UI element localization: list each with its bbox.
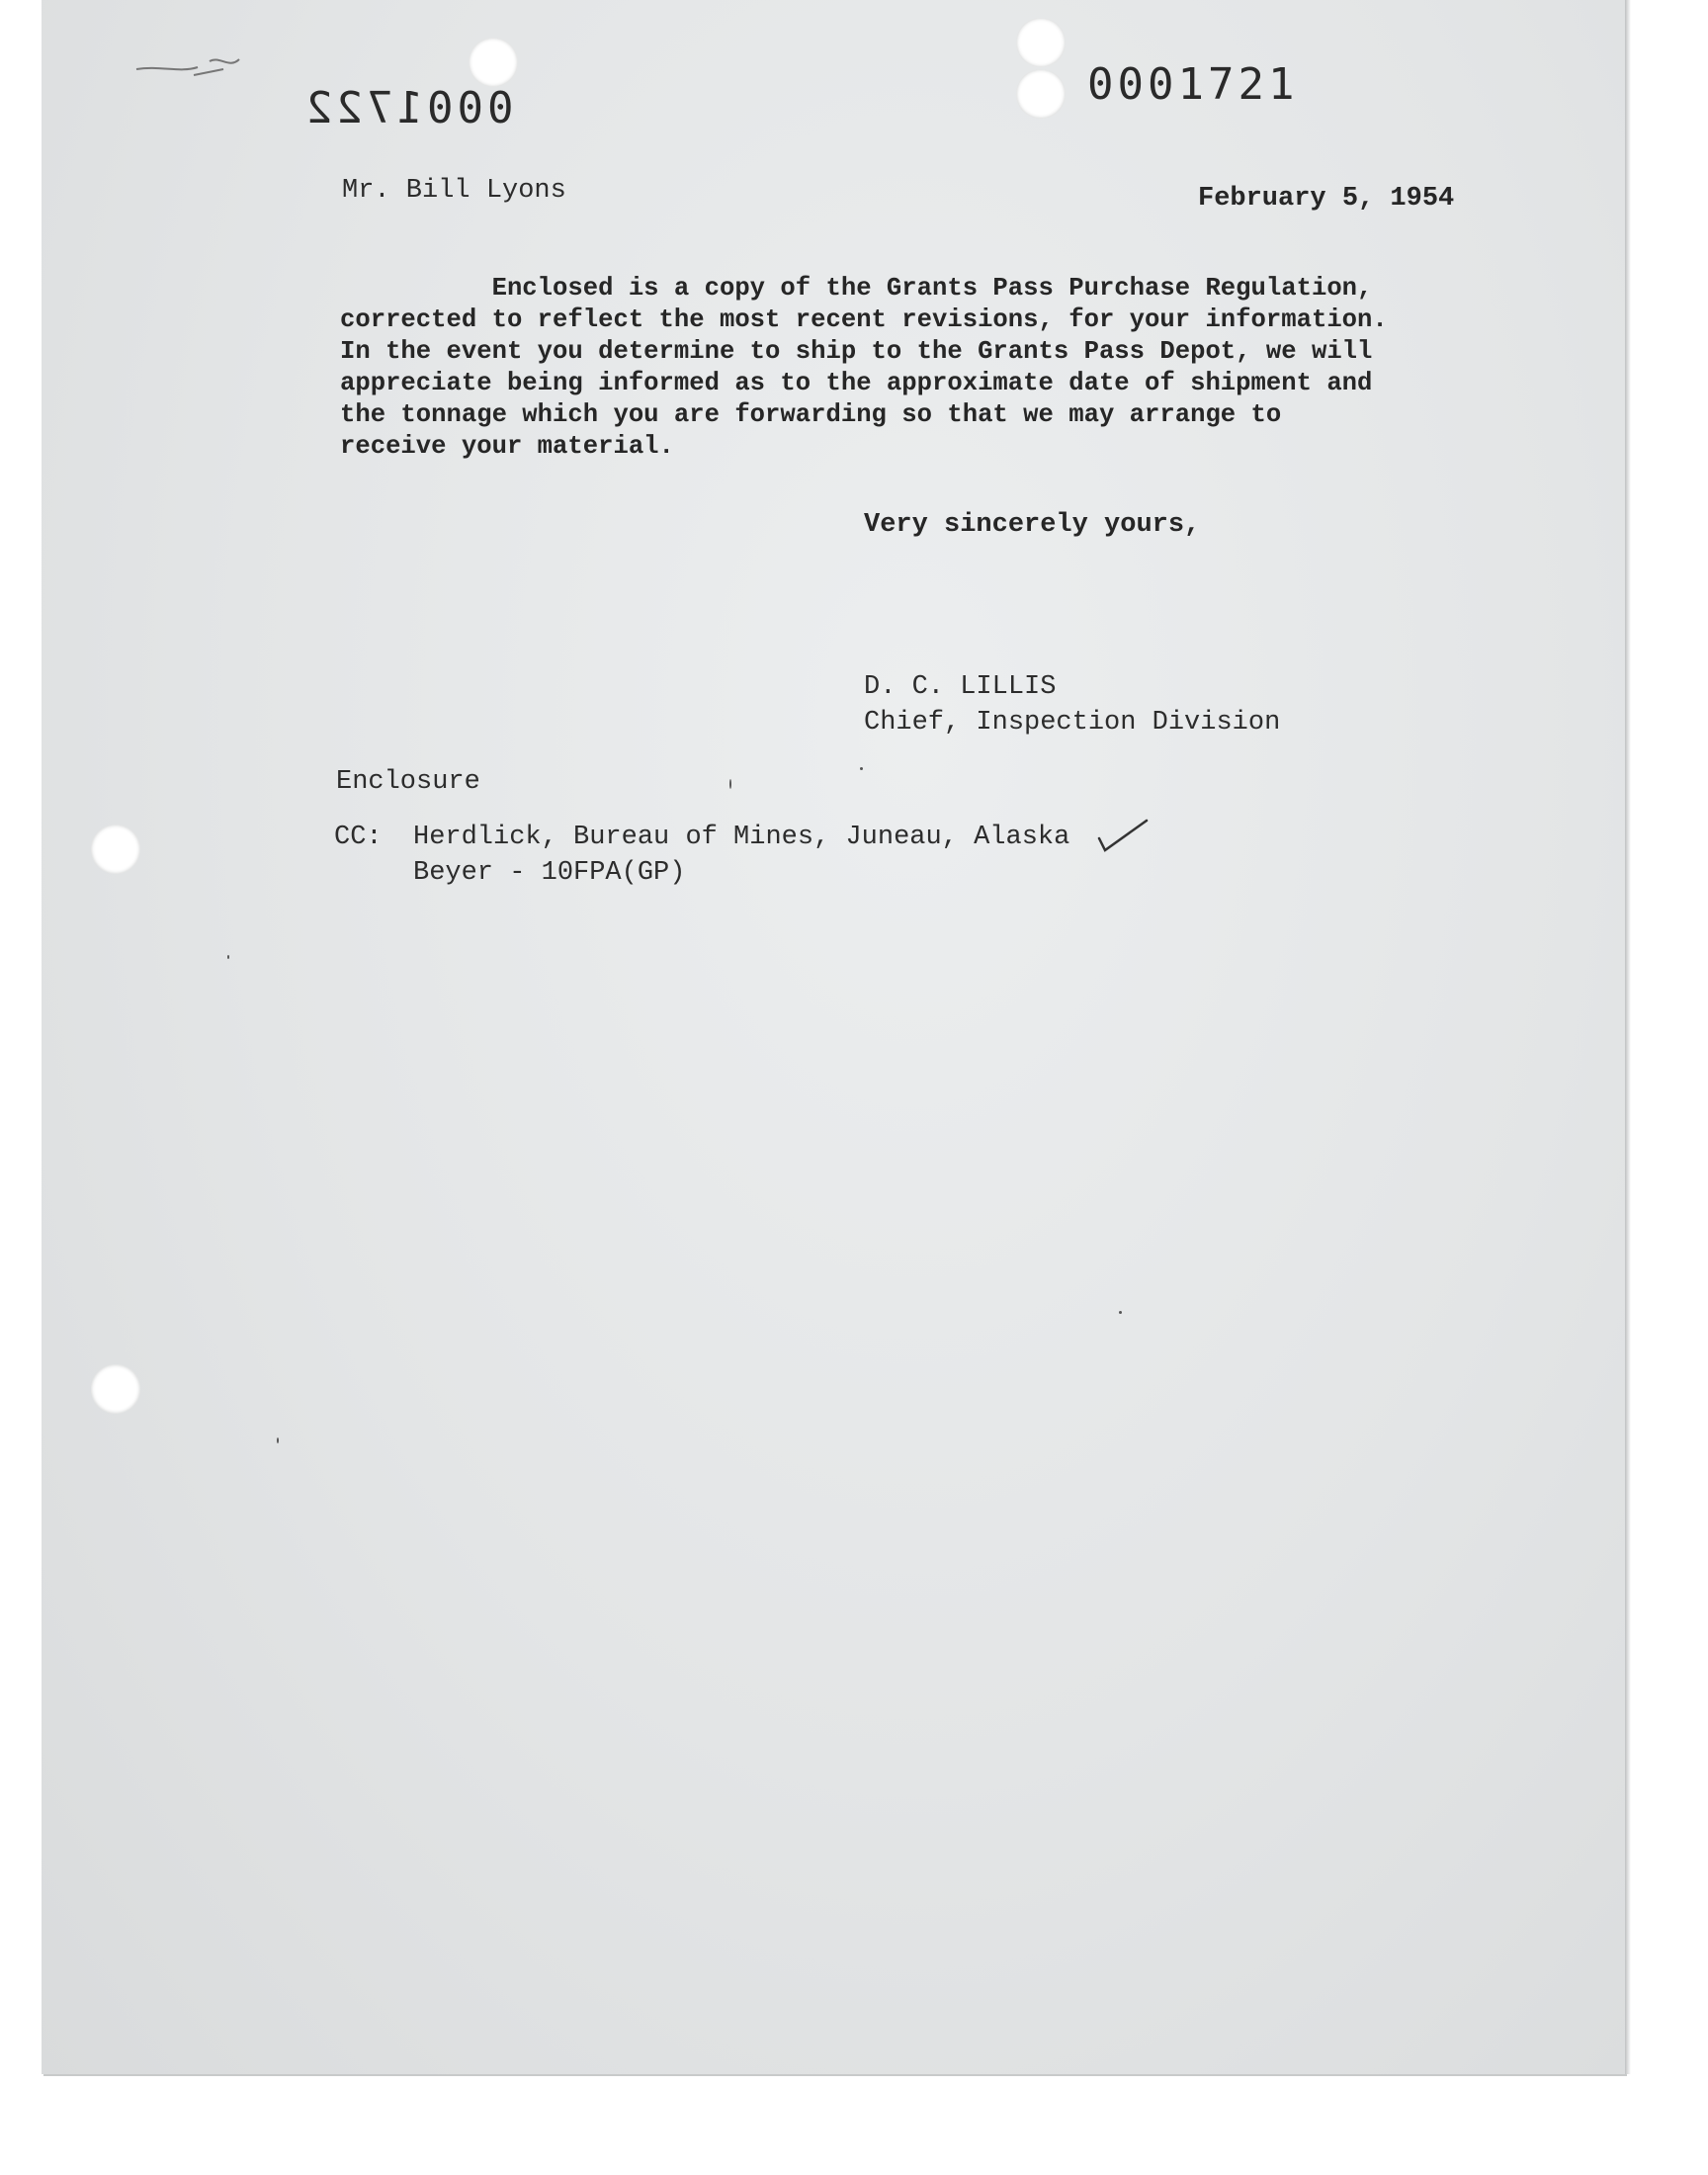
letter-body xyxy=(340,273,1487,463)
signer-name: D. C. LILLIS xyxy=(864,672,1057,702)
paper-speck xyxy=(1119,1311,1122,1314)
cc-recipient: Beyer - 10FPA(GP) xyxy=(413,858,686,888)
file-number-stamp-mirrored: 0001722 xyxy=(302,83,514,133)
punch-hole-top-right-lower xyxy=(1016,69,1066,119)
paper-speck xyxy=(277,1437,279,1443)
paper-speck xyxy=(860,767,863,770)
punch-hole-top-right-upper xyxy=(1016,18,1066,67)
punch-hole-left-lower xyxy=(91,1364,140,1414)
punch-hole-top-left xyxy=(469,38,518,87)
addressee: Mr. Bill Lyons xyxy=(342,176,566,206)
body-line: Enclosed is a copy of the Grants Pass Purchase Regulation, xyxy=(340,274,1373,303)
punch-hole-left-middle xyxy=(91,825,140,874)
file-number-stamp: 0001721 xyxy=(1087,59,1299,110)
signer-title: Chief, Inspection Division xyxy=(864,708,1281,738)
body-line: appreciate being informed as to the approximate date of shipment and xyxy=(340,369,1373,397)
letter-date: February 5, 1954 xyxy=(1198,184,1455,214)
body-line: In the event you determine to ship to the Grants Pass Depot, we will xyxy=(340,337,1373,366)
cc-label: CC: xyxy=(334,823,383,852)
enclosure-label: Enclosure xyxy=(336,767,480,797)
checkmark-icon xyxy=(1093,817,1153,856)
handwritten-scribble xyxy=(91,40,289,99)
body-line: corrected to reflect the most recent revisions, for your information. xyxy=(340,305,1388,334)
paper-speck xyxy=(227,955,229,959)
body-line: receive your material. xyxy=(340,432,674,461)
paper-speck xyxy=(729,779,731,789)
body-line: the tonnage which you are forwarding so that we may arrange to xyxy=(340,400,1282,429)
closing: Very sincerely yours, xyxy=(864,510,1201,540)
cc-recipient: Herdlick, Bureau of Mines, Juneau, Alaska xyxy=(413,823,1070,852)
